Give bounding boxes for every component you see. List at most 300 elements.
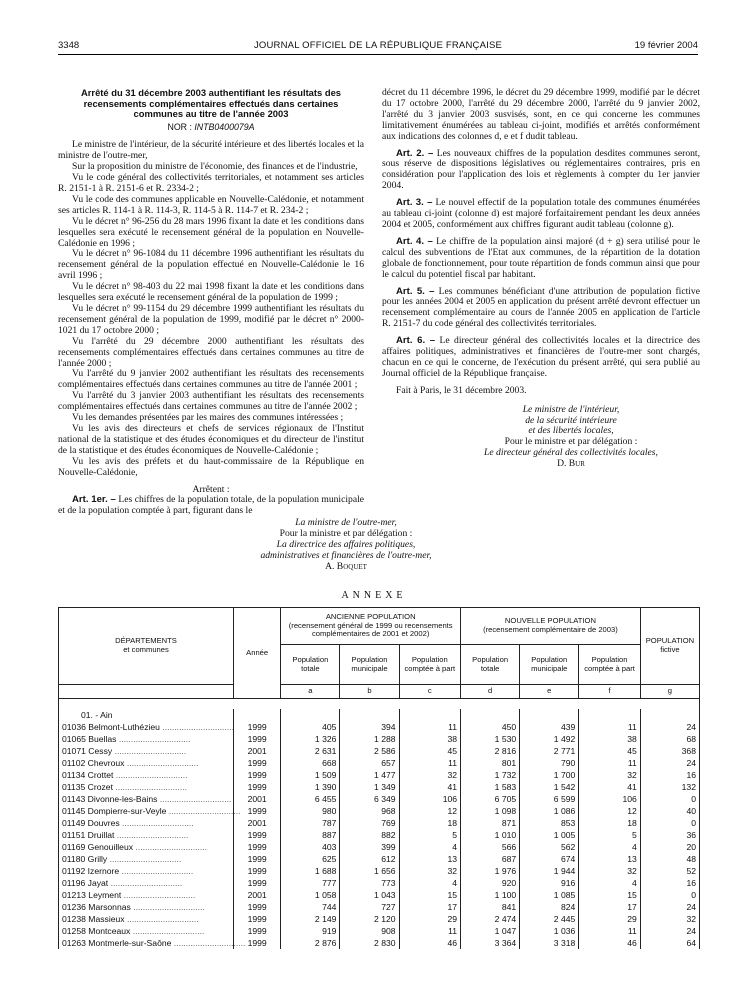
b-cell: 394 xyxy=(340,721,399,733)
commune-cell xyxy=(59,901,234,913)
col-c-title: Population comptée à part xyxy=(399,645,460,685)
g-cell: 24 xyxy=(640,901,699,913)
a-cell: 787 xyxy=(281,817,340,829)
commune-code: 01192 xyxy=(62,866,86,876)
consideration-paragraph: Vu le code général des collectivités territoriales, et notamment ses articles R. 2151-1 à R. 2151-6 et R. 2334-2 ; xyxy=(58,172,364,195)
sig2-delegation: Pour la ministre et par délégation : xyxy=(279,527,413,539)
signature-outremer xyxy=(226,518,466,573)
c-cell: 41 xyxy=(399,781,460,793)
article-label: Art. 4. – xyxy=(396,235,433,247)
f-cell: 4 xyxy=(579,841,641,853)
c-cell: 11 xyxy=(399,721,460,733)
e-cell: 853 xyxy=(520,817,579,829)
g-cell: 368 xyxy=(640,745,699,757)
c-cell: 4 xyxy=(399,877,460,889)
leader-dots: .............................. xyxy=(171,938,246,948)
leader-dots: .............................. xyxy=(112,746,187,756)
consideration-paragraph: Vu le code des communes applicable en Nouvelle-Calédonie, et notamment ses articles R. 114-1 à R. 114-3, R. 114-5 à R. 114-7 et R. 234-2 ; xyxy=(58,193,364,216)
article-1-start xyxy=(58,495,364,517)
col-d-letter: d xyxy=(461,685,520,699)
a-cell: 405 xyxy=(281,721,340,733)
year-cell: 2001 xyxy=(234,793,281,805)
c-cell: 17 xyxy=(399,901,460,913)
b-cell: 6 349 xyxy=(340,793,399,805)
c-cell: 11 xyxy=(399,925,460,937)
leader-dots: .............................. xyxy=(133,842,208,852)
d-cell: 3 364 xyxy=(461,937,520,949)
col-a-letter: a xyxy=(281,685,340,699)
e-cell: 1 542 xyxy=(520,781,579,793)
year-cell: 1999 xyxy=(234,721,281,733)
section-label: 01. - Ain xyxy=(59,709,234,721)
a-cell: 2 149 xyxy=(281,913,340,925)
year-cell: 2001 xyxy=(234,817,281,829)
spacer-row xyxy=(59,699,700,710)
commune-cell xyxy=(59,769,234,781)
b-cell: 2 830 xyxy=(340,937,399,949)
consideration-paragraph: Vu le décret n° 96-256 du 28 mars 1996 fixant la date et les conditions dans lesquelles sera exécuté le recensement général de la population en Nouvelle-Calédonie en 1996 ; xyxy=(58,215,364,249)
page-header xyxy=(58,40,698,55)
g-cell: 24 xyxy=(640,721,699,733)
g-cell: 0 xyxy=(640,889,699,901)
g-cell: 20 xyxy=(640,841,699,853)
e-cell: 790 xyxy=(520,757,579,769)
e-cell: 1 036 xyxy=(520,925,579,937)
consideration-paragraph: Le ministre de l'intérieur, de la sécurité intérieure et des libertés locales et la ministre de l'outre-mer, xyxy=(58,139,364,162)
a-cell: 887 xyxy=(281,829,340,841)
table-row xyxy=(59,925,700,937)
g-cell: 16 xyxy=(640,877,699,889)
d-cell: 1 010 xyxy=(461,829,520,841)
article-text: Le chiffre de la population ainsi majoré (d + g) sera utilisé pour le calcul des subventions de l'Etat aux communes, de la répartition de la dotation globale de fonctionnement, pour toute répartition de fonds commun ainsi que pour le calcul du potentiel fiscal par habitant. xyxy=(382,235,700,280)
col-b-title: Population municipale xyxy=(340,645,399,685)
year-cell: 1999 xyxy=(234,865,281,877)
leader-dots: .............................. xyxy=(124,914,199,924)
b-cell: 727 xyxy=(340,901,399,913)
leader-dots: .............................. xyxy=(113,770,188,780)
e-cell: 1 085 xyxy=(520,889,579,901)
sig1-delegation: Pour le ministre et par délégation : xyxy=(504,436,638,448)
c-cell: 4 xyxy=(399,841,460,853)
commune-cell xyxy=(59,793,234,805)
g-cell: 24 xyxy=(640,925,699,937)
col-d-title: Population totale xyxy=(461,645,520,685)
e-cell: 562 xyxy=(520,841,579,853)
d-cell: 1 047 xyxy=(461,925,520,937)
commune-code: 01169 xyxy=(62,842,86,852)
left-column xyxy=(58,88,364,517)
section-row xyxy=(59,709,700,721)
commune-cell xyxy=(59,889,234,901)
b-cell: 773 xyxy=(340,877,399,889)
commune-code: 01071 xyxy=(62,746,86,756)
d-cell: 450 xyxy=(461,721,520,733)
sig2-name: A. Boquet xyxy=(325,560,367,572)
a-cell: 1 688 xyxy=(281,865,340,877)
table-row xyxy=(59,937,700,949)
consideration-paragraph: Vu l'arrêté du 29 décembre 2000 authentifiant les résultats des recensements complémentaires effectués dans certaines communes au titre de l'année 2000 ; xyxy=(58,335,364,369)
a-cell: 668 xyxy=(281,757,340,769)
f-cell: 41 xyxy=(579,781,641,793)
sig1-name: D. Bur xyxy=(557,458,585,470)
f-cell: 32 xyxy=(579,769,641,781)
g-cell: 24 xyxy=(640,757,699,769)
right-column xyxy=(382,88,700,470)
a-cell: 2 876 xyxy=(281,937,340,949)
article-1-label: Art. 1er. – xyxy=(72,494,116,506)
e-cell: 1 492 xyxy=(520,733,579,745)
commune-cell xyxy=(59,877,234,889)
c-cell: 18 xyxy=(399,817,460,829)
b-cell: 1 656 xyxy=(340,865,399,877)
e-cell: 6 599 xyxy=(520,793,579,805)
year-cell: 1999 xyxy=(234,925,281,937)
f-cell: 18 xyxy=(579,817,641,829)
g-cell: 16 xyxy=(640,769,699,781)
article-text: Les nouveaux chiffres de la population desdites communes seront, sous réserve de dispositions législatives ou réglementaires contraires, pris en considération pour l'application des lois et règlements à compter du 1er janvier 2004. xyxy=(382,147,700,192)
commune-name: Massieux xyxy=(88,914,125,924)
article-1-text: Les chiffres de la population totale, de la population municipale et de la population comptée à part, figurant dans le xyxy=(58,494,364,517)
sig2-line: administratives et financières de l'outre-mer, xyxy=(260,549,432,561)
year-cell: 1999 xyxy=(234,781,281,793)
d-cell: 1 976 xyxy=(461,865,520,877)
col-nouvelle: NOUVELLE POPULATION (recensement complémentaire de 2003) xyxy=(461,608,641,645)
article-3 xyxy=(382,198,700,231)
consideration-paragraph: Vu l'arrêté du 9 janvier 2002 authentifiant les résultats des recensements complémentaires effectués dans certaines communes au titre de l'année 2001 ; xyxy=(58,368,364,391)
g-cell: 64 xyxy=(640,937,699,949)
commune-code: 01180 xyxy=(62,854,86,864)
e-cell: 674 xyxy=(520,853,579,865)
sig1-line: de la sécurité intérieure xyxy=(525,414,617,426)
nor-reference xyxy=(58,122,364,133)
commune-name: Buellas xyxy=(88,734,117,744)
sig1-title: Le directeur général des collectivités locales, xyxy=(484,447,658,459)
commune-cell xyxy=(59,805,241,817)
commune-code: 01036 xyxy=(62,722,86,732)
table-row xyxy=(59,769,700,781)
article-1-continuation: décret du 11 décembre 1996, le décret du 29 décembre 1999, modifié par le décret du 17 octobre 2000, l'arrêté du 29 décembre 2000, l'arrêté du 9 janvier 2002, l'arrêté du 3 janvier 2003 susvisés, sont, en ce qui concerne les communes limitativement énumérées au tableau ci-joint, modifiés et arrêtés conformément aux indications des colonnes d, e et f dudit tableau. xyxy=(382,87,700,142)
g-cell: 52 xyxy=(640,865,699,877)
article-4 xyxy=(382,237,700,281)
a-cell: 777 xyxy=(281,877,340,889)
commune-name: Montceaux xyxy=(88,926,131,936)
commune-name: Leyment xyxy=(88,890,122,900)
table-row xyxy=(59,781,700,793)
b-cell: 908 xyxy=(340,925,399,937)
d-cell: 871 xyxy=(461,817,520,829)
c-cell: 46 xyxy=(399,937,460,949)
leader-dots: .............................. xyxy=(112,782,187,792)
article-6 xyxy=(382,336,700,380)
commune-cell xyxy=(59,853,234,865)
commune-name: Genouilleux xyxy=(87,842,134,852)
commune-name: Crottet xyxy=(87,770,114,780)
commune-cell xyxy=(59,937,246,949)
col-dep-letter xyxy=(59,685,234,699)
year-cell: 2001 xyxy=(234,745,281,757)
commune-cell xyxy=(59,721,234,733)
f-cell: 11 xyxy=(579,925,641,937)
e-cell: 439 xyxy=(520,721,579,733)
d-cell: 841 xyxy=(461,901,520,913)
leader-dots: .............................. xyxy=(159,722,234,732)
leader-dots: .............................. xyxy=(116,734,191,744)
consideration-paragraph: Vu le décret n° 99-1154 du 29 décembre 1999 authentifiant les résultats du recensement général de la population de 1999, modifié par le décret n° 2000-1021 du 17 octobre 2000 ; xyxy=(58,303,364,336)
year-cell: 1999 xyxy=(234,829,281,841)
d-cell: 2 816 xyxy=(461,745,520,757)
col-g-letter: g xyxy=(640,685,699,699)
c-cell: 5 xyxy=(399,829,460,841)
a-cell: 403 xyxy=(281,841,340,853)
commune-cell xyxy=(59,757,234,769)
article-text: Les communes bénéficiant d'une attribution de population fictive pour les années 2004 et 2005 en application du présent arrêté devront effectuer un recensement complémentaire au cours de l'année 2005 en application de l'article R. 2151-7 du code général des collectivités territoriales. xyxy=(382,285,700,330)
g-cell: 68 xyxy=(640,733,699,745)
commune-cell xyxy=(59,817,234,829)
g-cell: 32 xyxy=(640,913,699,925)
sig2-line: La directrice des affaires politiques, xyxy=(276,538,416,550)
commune-name: Druillat xyxy=(87,830,115,840)
d-cell: 1 583 xyxy=(461,781,520,793)
sig1-line: Le ministre de l'intérieur, xyxy=(522,403,620,415)
a-cell: 1 058 xyxy=(281,889,340,901)
f-cell: 4 xyxy=(579,877,641,889)
a-cell: 1 390 xyxy=(281,781,340,793)
c-cell: 11 xyxy=(399,757,460,769)
col-annee: Année xyxy=(234,608,281,699)
g-cell: 0 xyxy=(640,793,699,805)
consideration-paragraph: Vu le décret n° 96-1084 du 11 décembre 1996 authentifiant les résultats du recensement général de la population effectué en Nouvelle-Calédonie le 16 avril 1996 ; xyxy=(58,248,364,282)
e-cell: 916 xyxy=(520,877,579,889)
g-cell: 36 xyxy=(640,829,699,841)
commune-code: 01149 xyxy=(62,818,86,828)
d-cell: 920 xyxy=(461,877,520,889)
e-cell: 2 445 xyxy=(520,913,579,925)
consideration-paragraph: Vu l'arrêté du 3 janvier 2003 authentifiant les résultats des recensements complémentaires effectués dans certaines communes au titre de l'année 2002 ; xyxy=(58,390,364,413)
col-e-title: Population municipale xyxy=(520,645,579,685)
table-row xyxy=(59,913,700,925)
d-cell: 566 xyxy=(461,841,520,853)
annex-title: ANNEXE xyxy=(341,590,407,601)
leader-dots: .............................. xyxy=(124,758,199,768)
b-cell: 657 xyxy=(340,757,399,769)
g-cell: 0 xyxy=(640,817,699,829)
f-cell: 106 xyxy=(579,793,641,805)
b-cell: 769 xyxy=(340,817,399,829)
commune-cell xyxy=(59,841,234,853)
article-5 xyxy=(382,287,700,331)
commune-code: 01134 xyxy=(62,770,86,780)
a-cell: 744 xyxy=(281,901,340,913)
e-cell: 3 318 xyxy=(520,937,579,949)
commune-cell xyxy=(59,781,234,793)
commune-code: 01258 xyxy=(62,926,86,936)
a-cell: 6 455 xyxy=(281,793,340,805)
c-cell: 13 xyxy=(399,853,460,865)
d-cell: 6 705 xyxy=(461,793,520,805)
year-cell: 1999 xyxy=(234,901,281,913)
consideration-paragraph: Vu les demandes présentées par les maires des communes intéressées ; xyxy=(72,412,344,424)
commune-name: Crozet xyxy=(87,782,113,792)
commune-code: 01145 xyxy=(62,806,86,816)
consideration-paragraph: Vu les avis des préfets et du haut-commissaire de la République en Nouvelle-Calédonie, xyxy=(58,455,364,478)
e-cell: 2 771 xyxy=(520,745,579,757)
table-row xyxy=(59,877,700,889)
commune-code: 01065 xyxy=(62,734,86,744)
c-cell: 12 xyxy=(399,805,460,817)
journal-title: JOURNAL OFFICIEL DE LA RÉPUBLIQUE FRANÇAISE xyxy=(253,40,503,51)
d-cell: 687 xyxy=(461,853,520,865)
d-cell: 2 474 xyxy=(461,913,520,925)
commune-code: 01213 xyxy=(62,890,86,900)
commune-name: Dompierre-sur-Veyle xyxy=(87,806,167,816)
d-cell: 801 xyxy=(461,757,520,769)
table-row xyxy=(59,829,700,841)
e-cell: 1 700 xyxy=(520,769,579,781)
year-cell: 1999 xyxy=(234,805,281,817)
col-a-title: Population totale xyxy=(281,645,340,685)
table-row xyxy=(59,757,700,769)
b-cell: 2 586 xyxy=(340,745,399,757)
col-e-letter: e xyxy=(520,685,579,699)
f-cell: 45 xyxy=(579,745,641,757)
c-cell: 38 xyxy=(399,733,460,745)
year-cell: 1999 xyxy=(234,937,281,949)
consideration-paragraph: Sur la proposition du ministre de l'économie, des finances et de l'industrie, xyxy=(72,161,358,173)
col-departements: DÉPARTEMENTS et communes xyxy=(59,608,234,685)
year-cell: 1999 xyxy=(234,757,281,769)
f-cell: 38 xyxy=(579,733,641,745)
b-cell: 1 477 xyxy=(340,769,399,781)
col-f-letter: f xyxy=(579,685,641,699)
issue-date: 19 février 2004 xyxy=(634,40,698,51)
table-row xyxy=(59,793,700,805)
leader-dots: .............................. xyxy=(108,878,183,888)
b-cell: 1 043 xyxy=(340,889,399,901)
commune-name: Montmerle-sur-Saône xyxy=(88,938,172,948)
leader-dots: .............................. xyxy=(130,926,205,936)
b-cell: 1 349 xyxy=(340,781,399,793)
consideration-paragraph: Vu les avis des directeurs et chefs de services régionaux de l'Institut national de la statistique et des études économiques et du directeur de l'institut de la statistique et des études économiques de Nouvelle-Calédonie ; xyxy=(58,422,364,456)
commune-name: Belmont-Luthézieu xyxy=(88,722,160,732)
f-cell: 5 xyxy=(579,829,641,841)
c-cell: 15 xyxy=(399,889,460,901)
year-cell: 2001 xyxy=(234,889,281,901)
c-cell: 45 xyxy=(399,745,460,757)
f-cell: 11 xyxy=(579,721,641,733)
commune-code: 01236 xyxy=(62,902,86,912)
commune-cell xyxy=(59,829,234,841)
commune-code: 01151 xyxy=(62,830,86,840)
leader-dots: .............................. xyxy=(107,854,182,864)
commune-code: 01196 xyxy=(62,878,86,888)
commune-cell xyxy=(59,865,234,877)
table-row xyxy=(59,733,700,745)
article-text: Le directeur général des collectivités locales et la directrice des affaires politiques, administratives et financières de l'outre-mer sont chargés, chacun en ce qui le concerne, de l'exécution du présent arrêté, qui sera publié au Journal officiel de la République française. xyxy=(382,335,700,379)
a-cell: 919 xyxy=(281,925,340,937)
year-cell: 1999 xyxy=(234,853,281,865)
a-cell: 1 509 xyxy=(281,769,340,781)
leader-dots: .............................. xyxy=(119,866,194,876)
article-label: Art. 3. – xyxy=(396,197,433,209)
c-cell: 32 xyxy=(399,865,460,877)
article-2 xyxy=(382,149,700,193)
col-fictive: POPULATION fictive xyxy=(640,608,699,685)
commune-name: Marsonnas xyxy=(88,902,131,912)
f-cell: 12 xyxy=(579,805,641,817)
d-cell: 1 100 xyxy=(461,889,520,901)
commune-name: Douvres xyxy=(87,818,120,828)
table-row xyxy=(59,817,700,829)
decree-title: Arrêté du 31 décembre 2003 authentifiant les résultats des recensements complémentaires effectués dans certaines communes au titre de l'année 2003 xyxy=(81,87,341,119)
page-number: 3348 xyxy=(58,40,80,51)
col-ancienne: ANCIENNE POPULATION (recensement général de 1999 ou recensements complémentaires de 2001 et 2002) xyxy=(281,608,461,645)
arretent-heading: Arrêtent : xyxy=(192,483,230,495)
commune-cell xyxy=(59,913,234,925)
col-f-title: Population comptée à part xyxy=(579,645,641,685)
leader-dots: .............................. xyxy=(114,830,189,840)
year-cell: 1999 xyxy=(234,733,281,745)
nor-label: NOR : xyxy=(167,121,192,132)
commune-code: 01263 xyxy=(62,938,86,948)
b-cell: 1 288 xyxy=(340,733,399,745)
year-cell: 1999 xyxy=(234,769,281,781)
table-row xyxy=(59,805,700,817)
a-cell: 625 xyxy=(281,853,340,865)
nor-code: INTB0400079A xyxy=(194,121,255,132)
leader-dots: .............................. xyxy=(130,902,205,912)
table-row xyxy=(59,865,700,877)
f-cell: 11 xyxy=(579,757,641,769)
d-cell: 1 098 xyxy=(461,805,520,817)
commune-name: Jayat xyxy=(87,878,109,888)
table-row xyxy=(59,889,700,901)
commune-name: Cessy xyxy=(88,746,113,756)
col-b-letter: b xyxy=(340,685,399,699)
f-cell: 32 xyxy=(579,865,641,877)
a-cell: 2 631 xyxy=(281,745,340,757)
a-cell: 1 326 xyxy=(281,733,340,745)
signature-interior xyxy=(382,405,700,470)
e-cell: 1 944 xyxy=(520,865,579,877)
f-cell: 13 xyxy=(579,853,641,865)
f-cell: 15 xyxy=(579,889,641,901)
a-cell: 980 xyxy=(281,805,340,817)
article-label: Art. 5. – xyxy=(396,285,435,297)
leader-dots: .............................. xyxy=(119,818,194,828)
b-cell: 2 120 xyxy=(340,913,399,925)
article-label: Art. 6. – xyxy=(396,335,436,347)
leader-dots: .............................. xyxy=(166,806,241,816)
commune-cell xyxy=(59,745,234,757)
year-cell: 1999 xyxy=(234,877,281,889)
d-cell: 1 530 xyxy=(461,733,520,745)
commune-code: 01135 xyxy=(62,782,86,792)
b-cell: 968 xyxy=(340,805,399,817)
commune-code: 01238 xyxy=(62,914,86,924)
b-cell: 399 xyxy=(340,841,399,853)
commune-code: 01143 xyxy=(62,794,86,804)
table-row xyxy=(59,841,700,853)
articles xyxy=(382,149,700,380)
annex-table xyxy=(58,607,700,949)
f-cell: 46 xyxy=(579,937,641,949)
considerations xyxy=(58,140,364,478)
f-cell: 29 xyxy=(579,913,641,925)
d-cell: 1 732 xyxy=(461,769,520,781)
c-cell: 106 xyxy=(399,793,460,805)
c-cell: 32 xyxy=(399,769,460,781)
col-c-letter: c xyxy=(399,685,460,699)
